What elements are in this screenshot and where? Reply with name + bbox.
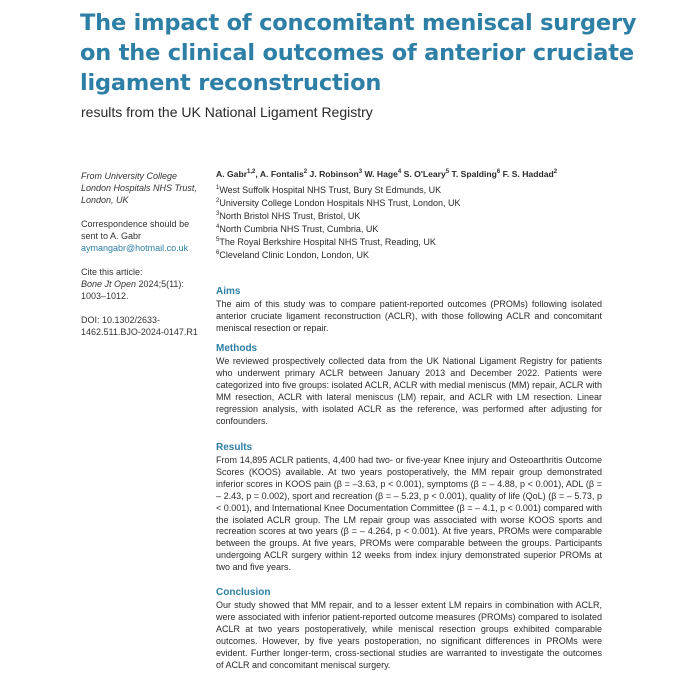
author-affiliation-number: 2 <box>303 169 308 176</box>
author-list <box>216 168 602 180</box>
author-affiliation-number: 2 <box>553 169 558 176</box>
author-name: T. Spalding <box>451 169 497 179</box>
affiliation-item <box>216 184 602 197</box>
affiliation-number: 2 <box>216 198 220 204</box>
affiliation-item <box>216 210 602 223</box>
section-body: We reviewed prospectively collected data from the UK National Ligament Registry for patients who underwent primary ACLR between January 2013 and December 2022. Patients were categorized into five groups: isolated ACLR, ACLR with medial meniscus (MM) repair, ACLR with MM resection, ACLR with lateral meniscus (LM) repair, and ACLR with LM resection. Linear regression analysis, with isolated ACLR as the reference, was performed after adjusting for confounders. <box>216 356 602 426</box>
affiliation-number: 4 <box>216 224 220 230</box>
author-affiliation-number: 1,2 <box>247 169 256 176</box>
section-results <box>216 442 602 574</box>
affiliation-item <box>216 236 602 249</box>
author-name: W. Hage <box>364 169 398 179</box>
correspondence-text: Correspondence should be sent to A. Gabr <box>81 219 190 241</box>
cite-details: 2024;5(11): 1003–1012. <box>81 279 184 301</box>
author-name: A. Gabr <box>216 169 248 179</box>
article-subtitle: results from the UK National Ligament Registry <box>81 104 373 120</box>
section-heading: Results <box>216 442 253 453</box>
affiliation-text: North Cumbria NHS Trust, Cumbria, UK <box>219 224 379 234</box>
affiliation-text: West Suffolk Hospital NHS Trust, Bury St Edmunds, UK <box>219 185 442 195</box>
affiliation-text: North Bristol NHS Trust, Bristol, UK <box>219 211 361 221</box>
author-affiliation-number: 6 <box>496 169 501 176</box>
author-name: S. O'Leary <box>403 169 446 179</box>
affiliation-list <box>216 184 602 262</box>
author-affiliation-number: 4 <box>397 169 402 176</box>
affiliation-number: 5 <box>216 237 220 243</box>
section-methods <box>216 343 602 427</box>
from-institution: From University College London Hospitals NHS Trust, London, UK <box>81 171 197 205</box>
sidebar <box>81 170 206 350</box>
author-name: A. Fontalis <box>259 169 304 179</box>
author-name: F. S. Haddad <box>502 169 554 179</box>
affiliation-text: Cleveland Clinic London, London, UK <box>219 250 369 260</box>
citation <box>81 266 206 302</box>
correspondence <box>81 218 206 254</box>
affiliation-number: 3 <box>216 211 220 217</box>
section-heading: Methods <box>216 343 258 354</box>
article-title: The impact of concomitant meniscal surgery on the clinical outcomes of anterior cruciate ligament reconstruction <box>80 10 637 96</box>
cite-label: Cite this article: <box>81 267 143 277</box>
section-heading: Conclusion <box>216 587 271 598</box>
cite-journal: Bone Jt Open <box>81 279 137 289</box>
author-affiliation-number: 5 <box>445 169 450 176</box>
affiliation-number: 6 <box>216 250 220 256</box>
section-body: The aim of this study was to compare patient-reported outcomes (PROMs) following isolated anterior cruciate ligament reconstruction (ACLR), with those following ACLR and concomitant meniscal resection or repair. <box>216 299 602 333</box>
doi: DOI: 10.1302/2633-1462.511.BJO-2024-0147.R1 <box>81 315 198 337</box>
correspondence-email-link[interactable]: aymangabr@hotmail.co.uk <box>81 243 189 253</box>
section-conclusion <box>216 587 602 671</box>
author-name: J. Robinson <box>309 169 359 179</box>
section-heading: Aims <box>216 286 241 297</box>
affiliation-text: University College London Hospitals NHS Trust, London, UK <box>219 198 461 208</box>
affiliation-item <box>216 197 602 210</box>
affiliation-item <box>216 223 602 236</box>
section-body: From 14,895 ACLR patients, 4,400 had two- or five-year Knee injury and Osteoarthritis Outcome Scores (KOOS) available. At two years postoperatively, the MM repair group demonstrated inferior scores in KOOS pain (β = –3.63, p < 0.001), symptoms (β = – 4.88, p < 0.001), ADL (β = – 2.43, p = 0.002), sport and recreation (β = – 5.23, p < 0.001), quality of life (QoL) (β = – 5.73, p < 0.001), and International Knee Documentation Committee (β = – 4.1, p < 0.001) compared with the isolated ACLR group. The LM repair group was associated with worse KOOS sports and recreation scores at two years (β = – 4.264, p < 0.001). At five years, PROMs were comparable between the groups. At five years, PROMs were comparable between the groups. Participants undergoing ACLR surgery within 12 weeks from index injury demonstrated superior PROMs at two and five years. <box>216 455 602 573</box>
author-affiliation-number: 3 <box>358 169 363 176</box>
section-aims <box>216 286 602 335</box>
author-block <box>216 168 602 262</box>
author-separator: , <box>255 169 260 179</box>
affiliation-number: 1 <box>216 185 220 191</box>
affiliation-item <box>216 249 602 262</box>
section-body: Our study showed that MM repair, and to a lesser extent LM repairs in combination with ACLR, were associated with inferior patient-reported outcome measures (PROMs) compared to isolated ACLR at two years postoperatively, while meniscal resection groups exhibited comparable outcomes. However, by five years postoperation, no significant differences in PROMs were evident. Further longer-term, cross-sectional studies are warranted to investigate the outcomes of ACLR and concomitant meniscal surgery. <box>216 600 602 670</box>
affiliation-text: The Royal Berkshire Hospital NHS Trust, Reading, UK <box>219 237 436 247</box>
